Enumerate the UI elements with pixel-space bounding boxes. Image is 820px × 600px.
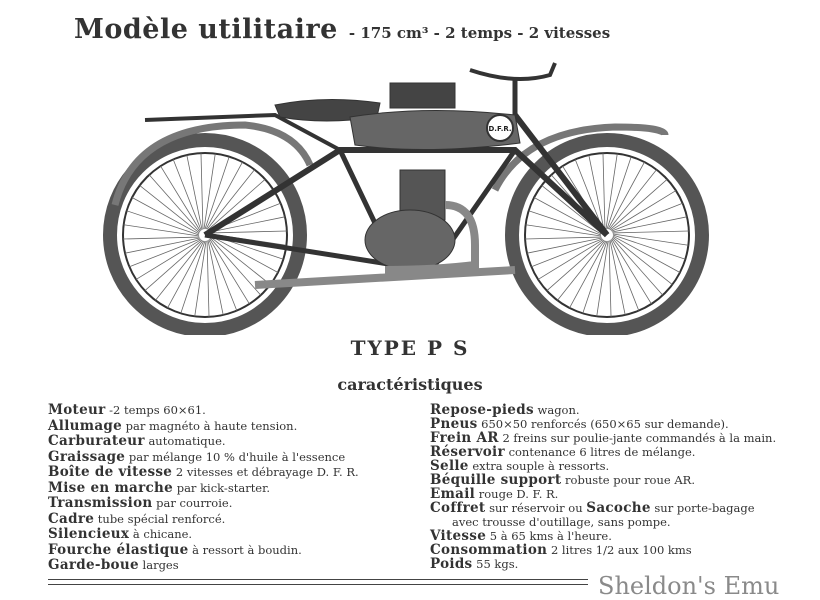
spec-value: sur réservoir ou <box>489 501 583 515</box>
spec-value: par mélange 10 % d'huile à l'essence <box>128 449 346 464</box>
spec-label: Fourche élastique <box>48 541 189 558</box>
wheel-spoke <box>140 185 200 233</box>
spec-row <box>48 465 359 481</box>
spec-row <box>48 450 359 466</box>
spec-value: 2 freins sur poulie-jante commandés à la main. <box>502 431 777 445</box>
spec-row <box>430 529 776 543</box>
spec-label: Moteur <box>48 402 106 418</box>
specs-right <box>430 403 776 571</box>
spec-label: Coffret <box>430 500 486 516</box>
wheel-spoke <box>208 240 223 315</box>
spec-value: automatique. <box>148 434 226 448</box>
wheel-spoke <box>609 241 611 317</box>
spec-row <box>48 543 359 559</box>
wheel-spoke <box>606 154 617 229</box>
spec-value: extra souple à ressorts. <box>472 459 610 473</box>
spec-label: Repose-pieds <box>430 402 534 418</box>
spec-label: Cadre <box>48 510 95 527</box>
spec-value: sur porte-bagage <box>654 501 755 515</box>
spec-value: contenance 6 litres de mélange. <box>508 445 696 459</box>
spec-label: Béquille support <box>430 472 562 488</box>
spec-row <box>430 403 776 417</box>
wheel-spoke <box>526 225 601 236</box>
spec-label: Réservoir <box>430 444 505 460</box>
spec-row <box>430 417 776 431</box>
spec-label: Vitesse <box>430 528 487 544</box>
spec-continuation <box>430 515 776 529</box>
wheel-spoke <box>195 241 206 316</box>
spec-label: Selle <box>430 458 469 474</box>
spec-value: tube spécial renforcé. <box>97 511 226 526</box>
spec-label: Mise en marche <box>48 479 174 496</box>
wheel-spoke <box>527 238 602 253</box>
spec-value: par magnéto à haute tension. <box>125 418 298 433</box>
wheel-spoke <box>557 241 605 301</box>
spec-row <box>48 419 359 435</box>
wheel-spoke <box>612 203 683 231</box>
spec-label: Graissage <box>48 448 126 465</box>
spec-value: 5 à 65 kms à l'heure. <box>489 529 612 543</box>
title-subtitle: - 175 cm³ - 2 temps - 2 vitesses <box>348 24 611 42</box>
wheel-spoke <box>125 238 200 253</box>
spec-value: 2 litres 1/2 aux 100 kms <box>550 543 692 557</box>
wheel-spoke <box>597 241 608 316</box>
wheel-spoke <box>161 166 201 231</box>
wheel-spoke <box>612 239 652 304</box>
spec-row <box>48 558 359 574</box>
spec-row <box>430 557 776 571</box>
document-title <box>74 14 610 45</box>
spec-row <box>48 512 359 528</box>
spec-row <box>430 431 776 445</box>
watermark: Sheldon's Emu <box>598 572 780 600</box>
wheel-spoke <box>155 241 203 301</box>
spec-value: avec trousse d'outillage, sans pompe. <box>452 515 671 529</box>
wheel-spoke <box>187 155 202 230</box>
spec-label: Poids <box>430 556 473 572</box>
wheel-spoke <box>123 237 199 239</box>
spec-value: rouge D. F. R. <box>478 487 559 501</box>
wheel-spoke <box>538 240 603 280</box>
spec-label: Garde-boue <box>48 557 139 573</box>
spec-label: Consommation <box>430 542 548 558</box>
motorcycle-image <box>95 55 715 335</box>
spec-row <box>48 434 359 450</box>
wheel-spoke <box>136 240 201 280</box>
wheel-spoke <box>611 240 639 311</box>
tank-badge: D.F.R. <box>488 125 512 133</box>
spec-value: wagon. <box>537 403 580 417</box>
section-title: caractéristiques <box>337 375 483 394</box>
spec-row <box>48 527 359 543</box>
spec-label: Sacoche <box>586 500 651 516</box>
wheel-spoke <box>204 154 215 229</box>
spec-value: par kick-starter. <box>176 480 271 495</box>
wheel-spoke <box>210 239 250 304</box>
spec-value: à chicane. <box>132 527 193 541</box>
spec-row <box>48 403 359 419</box>
wheel-spoke <box>612 217 687 232</box>
spec-value: à ressort à boudin. <box>192 542 302 557</box>
spec-row <box>430 473 776 487</box>
wheel-spoke <box>207 241 209 317</box>
spec-row <box>430 487 776 501</box>
type-label: TYPE P S <box>350 336 470 360</box>
spec-value: larges <box>142 558 179 572</box>
spec-row <box>430 543 776 557</box>
wheel-spoke <box>124 225 199 236</box>
spec-row <box>430 459 776 473</box>
spec-label: Pneus <box>430 416 478 432</box>
wheel-spoke <box>173 159 201 230</box>
wheel-spoke <box>129 239 200 267</box>
wheel-spoke <box>531 239 602 267</box>
spec-value: 650×50 renforcés (650×65 sur demande). <box>481 417 729 431</box>
wheel-spoke <box>211 231 287 233</box>
wheel-spoke <box>603 153 605 229</box>
spec-label: Transmission <box>48 495 153 511</box>
wheel-spoke <box>610 240 625 315</box>
divider-rule <box>48 579 588 580</box>
spec-label: Silencieux <box>48 526 130 542</box>
spec-row <box>430 445 776 459</box>
specs-left <box>48 403 359 574</box>
spec-label: Carburateur <box>48 433 145 449</box>
spec-row <box>48 496 359 512</box>
spec-row <box>48 481 359 497</box>
spec-value: par courroie. <box>156 496 233 510</box>
title-main: Modèle utilitaire <box>74 14 338 45</box>
spec-value: 2 vitesses et débrayage D. F. R. <box>175 465 359 479</box>
spec-label: Boîte de vitesse <box>48 464 173 480</box>
wheel-spoke <box>525 237 601 239</box>
divider-rule <box>48 584 588 585</box>
spec-value: 55 kgs. <box>476 557 519 571</box>
spec-value: robuste pour roue AR. <box>565 473 695 487</box>
wheel-spoke <box>613 234 688 245</box>
wheel-spoke <box>613 237 673 285</box>
spec-value: -2 temps 60×61. <box>109 403 206 417</box>
wheel-spoke <box>609 170 657 230</box>
spec-row <box>430 501 776 515</box>
spec-label: Allumage <box>48 417 123 434</box>
wheel-spoke <box>201 153 203 229</box>
wheel-spoke <box>611 191 676 231</box>
wheel-spoke <box>613 231 689 233</box>
wheel-spoke <box>209 240 237 311</box>
spec-label: Frein AR <box>430 430 499 446</box>
spec-label: Email <box>430 486 476 502</box>
